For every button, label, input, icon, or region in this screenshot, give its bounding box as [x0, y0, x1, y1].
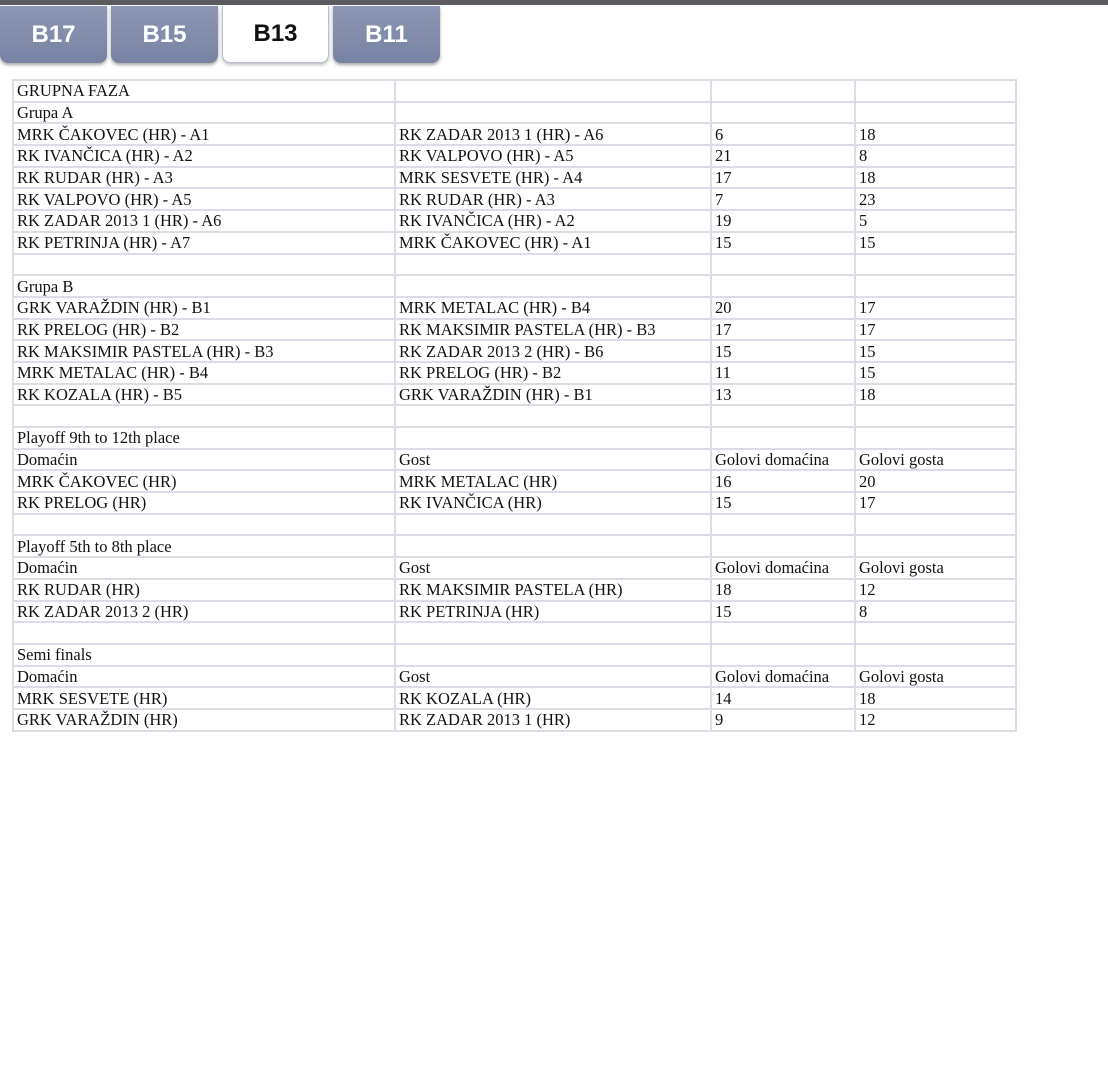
- guest-goals-cell: 20: [855, 470, 1016, 492]
- guest-team-cell: GRK VARAŽDIN (HR) - B1: [395, 384, 711, 406]
- home-team-cell: RK RUDAR (HR) - A3: [13, 167, 395, 189]
- guest-team-cell: [395, 622, 711, 644]
- guest-team-cell: MRK METALAC (HR): [395, 470, 711, 492]
- guest-team-cell: [395, 80, 711, 102]
- home-team-cell: RK MAKSIMIR PASTELA (HR) - B3: [13, 340, 395, 362]
- home-team-cell: Playoff 5th to 8th place: [13, 535, 395, 557]
- guest-goals-cell: 15: [855, 340, 1016, 362]
- home-team-cell: RK IVANČICA (HR) - A2: [13, 145, 395, 167]
- home-goals-cell: 11: [711, 362, 855, 384]
- guest-goals-cell: [855, 80, 1016, 102]
- guest-team-cell: Gost: [395, 449, 711, 471]
- home-goals-cell: 16: [711, 470, 855, 492]
- guest-team-cell: [395, 427, 711, 449]
- home-team-cell: RK RUDAR (HR): [13, 579, 395, 601]
- table-row: [13, 210, 1016, 232]
- guest-goals-cell: 15: [855, 362, 1016, 384]
- table-row: [13, 232, 1016, 254]
- guest-team-cell: Gost: [395, 557, 711, 579]
- table-row: [13, 188, 1016, 210]
- home-team-cell: RK PETRINJA (HR) - A7: [13, 232, 395, 254]
- table-row: [13, 557, 1016, 579]
- home-goals-cell: 17: [711, 319, 855, 341]
- home-team-cell: Grupa B: [13, 275, 395, 297]
- home-team-cell: Domaćin: [13, 449, 395, 471]
- home-goals-cell: [711, 514, 855, 536]
- home-team-cell: RK VALPOVO (HR) - A5: [13, 188, 395, 210]
- home-team-cell: [13, 622, 395, 644]
- guest-team-cell: [395, 102, 711, 124]
- home-goals-cell: [711, 427, 855, 449]
- home-goals-cell: [711, 275, 855, 297]
- guest-team-cell: RK PRELOG (HR) - B2: [395, 362, 711, 384]
- home-team-cell: MRK ČAKOVEC (HR): [13, 470, 395, 492]
- table-row: [13, 470, 1016, 492]
- guest-goals-cell: 17: [855, 319, 1016, 341]
- home-team-cell: MRK ČAKOVEC (HR) - A1: [13, 123, 395, 145]
- guest-goals-cell: Golovi gosta: [855, 449, 1016, 471]
- table-row: [13, 254, 1016, 276]
- guest-goals-cell: 15: [855, 232, 1016, 254]
- guest-goals-cell: Golovi gosta: [855, 557, 1016, 579]
- home-goals-cell: 9: [711, 709, 855, 731]
- home-team-cell: Semi finals: [13, 644, 395, 666]
- guest-goals-cell: [855, 535, 1016, 557]
- home-goals-cell: 15: [711, 340, 855, 362]
- table-row: [13, 275, 1016, 297]
- home-goals-cell: 17: [711, 167, 855, 189]
- guest-team-cell: RK ZADAR 2013 1 (HR): [395, 709, 711, 731]
- tab-b13[interactable]: B13: [222, 6, 329, 63]
- table-row: [13, 601, 1016, 623]
- table-row: [13, 319, 1016, 341]
- guest-team-cell: [395, 535, 711, 557]
- home-goals-cell: 13: [711, 384, 855, 406]
- home-team-cell: MRK SESVETE (HR): [13, 687, 395, 709]
- home-goals-cell: 21: [711, 145, 855, 167]
- home-team-cell: RK ZADAR 2013 1 (HR) - A6: [13, 210, 395, 232]
- home-goals-cell: 15: [711, 232, 855, 254]
- home-team-cell: MRK METALAC (HR) - B4: [13, 362, 395, 384]
- tab-b17[interactable]: B17: [0, 6, 107, 63]
- guest-team-cell: RK IVANČICA (HR) - A2: [395, 210, 711, 232]
- home-team-cell: GRK VARAŽDIN (HR): [13, 709, 395, 731]
- table-row: [13, 102, 1016, 124]
- table-row: [13, 297, 1016, 319]
- guest-team-cell: [395, 514, 711, 536]
- table-row: [13, 709, 1016, 731]
- home-team-cell: GRUPNA FAZA: [13, 80, 395, 102]
- guest-goals-cell: 18: [855, 384, 1016, 406]
- home-team-cell: RK KOZALA (HR) - B5: [13, 384, 395, 406]
- guest-team-cell: [395, 644, 711, 666]
- guest-goals-cell: 17: [855, 297, 1016, 319]
- table-row: [13, 340, 1016, 362]
- home-goals-cell: 14: [711, 687, 855, 709]
- guest-goals-cell: [855, 427, 1016, 449]
- home-goals-cell: 19: [711, 210, 855, 232]
- home-team-cell: [13, 514, 395, 536]
- table-row: [13, 666, 1016, 688]
- table-row: [13, 384, 1016, 406]
- home-team-cell: [13, 254, 395, 276]
- home-goals-cell: 15: [711, 492, 855, 514]
- table-row: [13, 145, 1016, 167]
- guest-team-cell: [395, 275, 711, 297]
- guest-goals-cell: [855, 405, 1016, 427]
- home-team-cell: [13, 405, 395, 427]
- home-team-cell: GRK VARAŽDIN (HR) - B1: [13, 297, 395, 319]
- guest-goals-cell: 12: [855, 579, 1016, 601]
- table-row: [13, 644, 1016, 666]
- table-row: [13, 80, 1016, 102]
- results-table-body: [13, 80, 1016, 731]
- home-goals-cell: Golovi domaćina: [711, 449, 855, 471]
- guest-goals-cell: 12: [855, 709, 1016, 731]
- home-goals-cell: 6: [711, 123, 855, 145]
- home-team-cell: Domaćin: [13, 557, 395, 579]
- guest-goals-cell: 18: [855, 123, 1016, 145]
- guest-goals-cell: 5: [855, 210, 1016, 232]
- table-row: [13, 535, 1016, 557]
- guest-team-cell: RK ZADAR 2013 2 (HR) - B6: [395, 340, 711, 362]
- table-row: [13, 362, 1016, 384]
- guest-team-cell: RK RUDAR (HR) - A3: [395, 188, 711, 210]
- guest-goals-cell: [855, 514, 1016, 536]
- table-row: [13, 167, 1016, 189]
- guest-goals-cell: 23: [855, 188, 1016, 210]
- home-team-cell: RK ZADAR 2013 2 (HR): [13, 601, 395, 623]
- guest-goals-cell: 18: [855, 687, 1016, 709]
- home-goals-cell: 15: [711, 601, 855, 623]
- home-goals-cell: [711, 535, 855, 557]
- top-bar: [0, 0, 1108, 5]
- table-row: [13, 514, 1016, 536]
- guest-goals-cell: [855, 275, 1016, 297]
- guest-goals-cell: [855, 622, 1016, 644]
- guest-team-cell: MRK SESVETE (HR) - A4: [395, 167, 711, 189]
- guest-team-cell: [395, 405, 711, 427]
- guest-team-cell: MRK METALAC (HR) - B4: [395, 297, 711, 319]
- home-goals-cell: 20: [711, 297, 855, 319]
- table-row: [13, 492, 1016, 514]
- home-team-cell: RK PRELOG (HR) - B2: [13, 319, 395, 341]
- home-goals-cell: Golovi domaćina: [711, 557, 855, 579]
- guest-goals-cell: 18: [855, 167, 1016, 189]
- guest-team-cell: RK MAKSIMIR PASTELA (HR): [395, 579, 711, 601]
- guest-team-cell: RK KOZALA (HR): [395, 687, 711, 709]
- guest-goals-cell: Golovi gosta: [855, 666, 1016, 688]
- home-team-cell: Grupa A: [13, 102, 395, 124]
- home-team-cell: Playoff 9th to 12th place: [13, 427, 395, 449]
- table-row: [13, 449, 1016, 471]
- tab-b11[interactable]: B11: [333, 6, 440, 63]
- guest-team-cell: MRK ČAKOVEC (HR) - A1: [395, 232, 711, 254]
- table-row: [13, 427, 1016, 449]
- home-goals-cell: [711, 622, 855, 644]
- guest-team-cell: RK MAKSIMIR PASTELA (HR) - B3: [395, 319, 711, 341]
- guest-goals-cell: 8: [855, 145, 1016, 167]
- guest-team-cell: Gost: [395, 666, 711, 688]
- home-goals-cell: [711, 80, 855, 102]
- guest-team-cell: RK ZADAR 2013 1 (HR) - A6: [395, 123, 711, 145]
- guest-goals-cell: [855, 644, 1016, 666]
- guest-goals-cell: [855, 102, 1016, 124]
- results-table: [12, 79, 1017, 732]
- guest-goals-cell: 8: [855, 601, 1016, 623]
- home-goals-cell: 7: [711, 188, 855, 210]
- home-goals-cell: [711, 405, 855, 427]
- table-row: [13, 579, 1016, 601]
- table-row: [13, 123, 1016, 145]
- home-goals-cell: 18: [711, 579, 855, 601]
- table-row: [13, 405, 1016, 427]
- tab-b15[interactable]: B15: [111, 6, 218, 63]
- guest-goals-cell: 17: [855, 492, 1016, 514]
- home-goals-cell: Golovi domaćina: [711, 666, 855, 688]
- guest-team-cell: RK PETRINJA (HR): [395, 601, 711, 623]
- table-row: [13, 687, 1016, 709]
- table-row: [13, 622, 1016, 644]
- home-goals-cell: [711, 644, 855, 666]
- home-team-cell: RK PRELOG (HR): [13, 492, 395, 514]
- guest-goals-cell: [855, 254, 1016, 276]
- home-goals-cell: [711, 102, 855, 124]
- guest-team-cell: RK IVANČICA (HR): [395, 492, 711, 514]
- guest-team-cell: [395, 254, 711, 276]
- guest-team-cell: RK VALPOVO (HR) - A5: [395, 145, 711, 167]
- home-goals-cell: [711, 254, 855, 276]
- home-team-cell: Domaćin: [13, 666, 395, 688]
